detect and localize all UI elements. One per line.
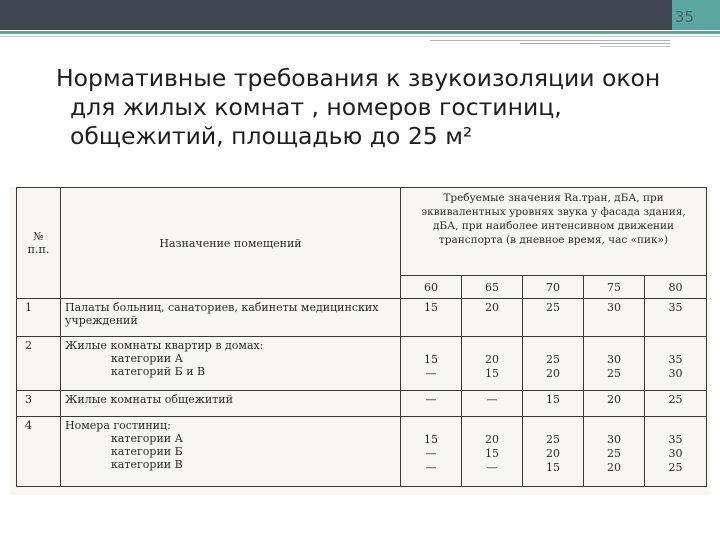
value: 35 bbox=[668, 433, 683, 446]
value-cell bbox=[462, 299, 523, 337]
value: 30 bbox=[607, 353, 621, 366]
column-header-room: Назначение помещений bbox=[61, 188, 401, 299]
value: 20 bbox=[607, 461, 621, 474]
level-header: 60 bbox=[401, 276, 462, 299]
room-name bbox=[61, 391, 401, 417]
room-name-text: Номера гостиниц: bbox=[65, 419, 171, 432]
slide-title: Нормативные требования к звукоизоляции окон для жилых комнат , номеров гостиниц, общежитий, площадью до 25 м² bbox=[56, 64, 661, 150]
value: 15 bbox=[424, 353, 438, 366]
value-cell bbox=[462, 391, 523, 417]
value: 30 bbox=[607, 301, 621, 314]
level-header: 75 bbox=[584, 276, 645, 299]
room-name bbox=[61, 337, 401, 391]
room-name bbox=[61, 417, 401, 487]
value: 15 bbox=[546, 461, 560, 474]
room-name bbox=[61, 299, 401, 337]
row-number: 3 bbox=[17, 391, 61, 417]
value: 30 bbox=[668, 447, 683, 460]
value: — bbox=[486, 393, 498, 406]
value: 30 bbox=[668, 367, 683, 380]
value: 20 bbox=[485, 353, 499, 366]
norms-table-scan bbox=[10, 187, 710, 495]
norms-table bbox=[16, 187, 707, 487]
value: 25 bbox=[607, 447, 621, 460]
level-header: 80 bbox=[645, 276, 707, 299]
value-cell bbox=[401, 299, 462, 337]
room-name-text: Жилые комнаты общежитий bbox=[65, 393, 233, 406]
value: 25 bbox=[668, 393, 683, 406]
value-cell bbox=[523, 391, 584, 417]
value-cell bbox=[584, 417, 645, 487]
value: 20 bbox=[485, 433, 499, 446]
level-header: 65 bbox=[462, 276, 523, 299]
table-row bbox=[17, 417, 707, 487]
value: 35 bbox=[668, 353, 683, 366]
value: 15 bbox=[424, 433, 438, 446]
row-number: 2 bbox=[17, 337, 61, 391]
value: 25 bbox=[546, 433, 560, 446]
room-name-text: Палаты больниц, санаториев, кабинеты медицинских учреждений bbox=[65, 301, 379, 327]
value: 25 bbox=[607, 367, 621, 380]
value: — bbox=[425, 367, 437, 380]
value: — bbox=[425, 461, 437, 474]
value: 30 bbox=[607, 433, 621, 446]
table-row bbox=[17, 337, 707, 391]
value: — bbox=[425, 393, 437, 406]
table-header-row bbox=[17, 188, 707, 276]
slide-header-bar bbox=[0, 0, 720, 30]
column-header-requirement: Требуемые значения Rа.тран, дБА, при эквивалентных уровнях звука у фасада здания, дБА, при наиболее интенсивном движении транспорта (в дневное время, час «пик») bbox=[401, 188, 707, 276]
level-header: 70 bbox=[523, 276, 584, 299]
value: 25 bbox=[546, 301, 560, 314]
value-cell bbox=[401, 337, 462, 391]
value-cell bbox=[584, 337, 645, 391]
value: 25 bbox=[546, 353, 560, 366]
value: — bbox=[486, 461, 498, 474]
value: 35 bbox=[668, 301, 683, 314]
slide-number: 35 bbox=[674, 8, 694, 26]
value: 15 bbox=[485, 447, 499, 460]
room-subcategory: категории Б bbox=[111, 445, 183, 458]
value-cell bbox=[645, 299, 707, 337]
row-number: 4 bbox=[17, 417, 61, 487]
value: 20 bbox=[607, 393, 621, 406]
value: 15 bbox=[485, 367, 499, 380]
room-subcategory: категорий Б и В bbox=[111, 365, 206, 378]
value-cell bbox=[462, 417, 523, 487]
value: 15 bbox=[546, 393, 560, 406]
value: 20 bbox=[546, 447, 560, 460]
value-cell bbox=[645, 337, 707, 391]
table-row bbox=[17, 391, 707, 417]
value: 15 bbox=[424, 301, 438, 314]
value-cell bbox=[584, 299, 645, 337]
value-cell bbox=[523, 299, 584, 337]
value: 20 bbox=[485, 301, 499, 314]
value-cell bbox=[401, 417, 462, 487]
row-number: 1 bbox=[17, 299, 61, 337]
value-cell bbox=[523, 337, 584, 391]
value-cell bbox=[645, 417, 707, 487]
value: 25 bbox=[668, 461, 683, 474]
room-subcategory: категории А bbox=[111, 432, 183, 445]
value-cell bbox=[462, 337, 523, 391]
value: 20 bbox=[546, 367, 560, 380]
column-header-number: № п.п. bbox=[17, 188, 61, 299]
value-cell bbox=[401, 391, 462, 417]
value: — bbox=[425, 447, 437, 460]
room-subcategory: категории А bbox=[111, 352, 183, 365]
value-cell bbox=[584, 391, 645, 417]
value-cell bbox=[645, 391, 707, 417]
slide-header-rules bbox=[0, 30, 720, 52]
value-cell bbox=[523, 417, 584, 487]
room-subcategory: категории В bbox=[111, 458, 183, 471]
room-name-text: Жилые комнаты квартир в домах: bbox=[65, 339, 264, 352]
table-row bbox=[17, 299, 707, 337]
